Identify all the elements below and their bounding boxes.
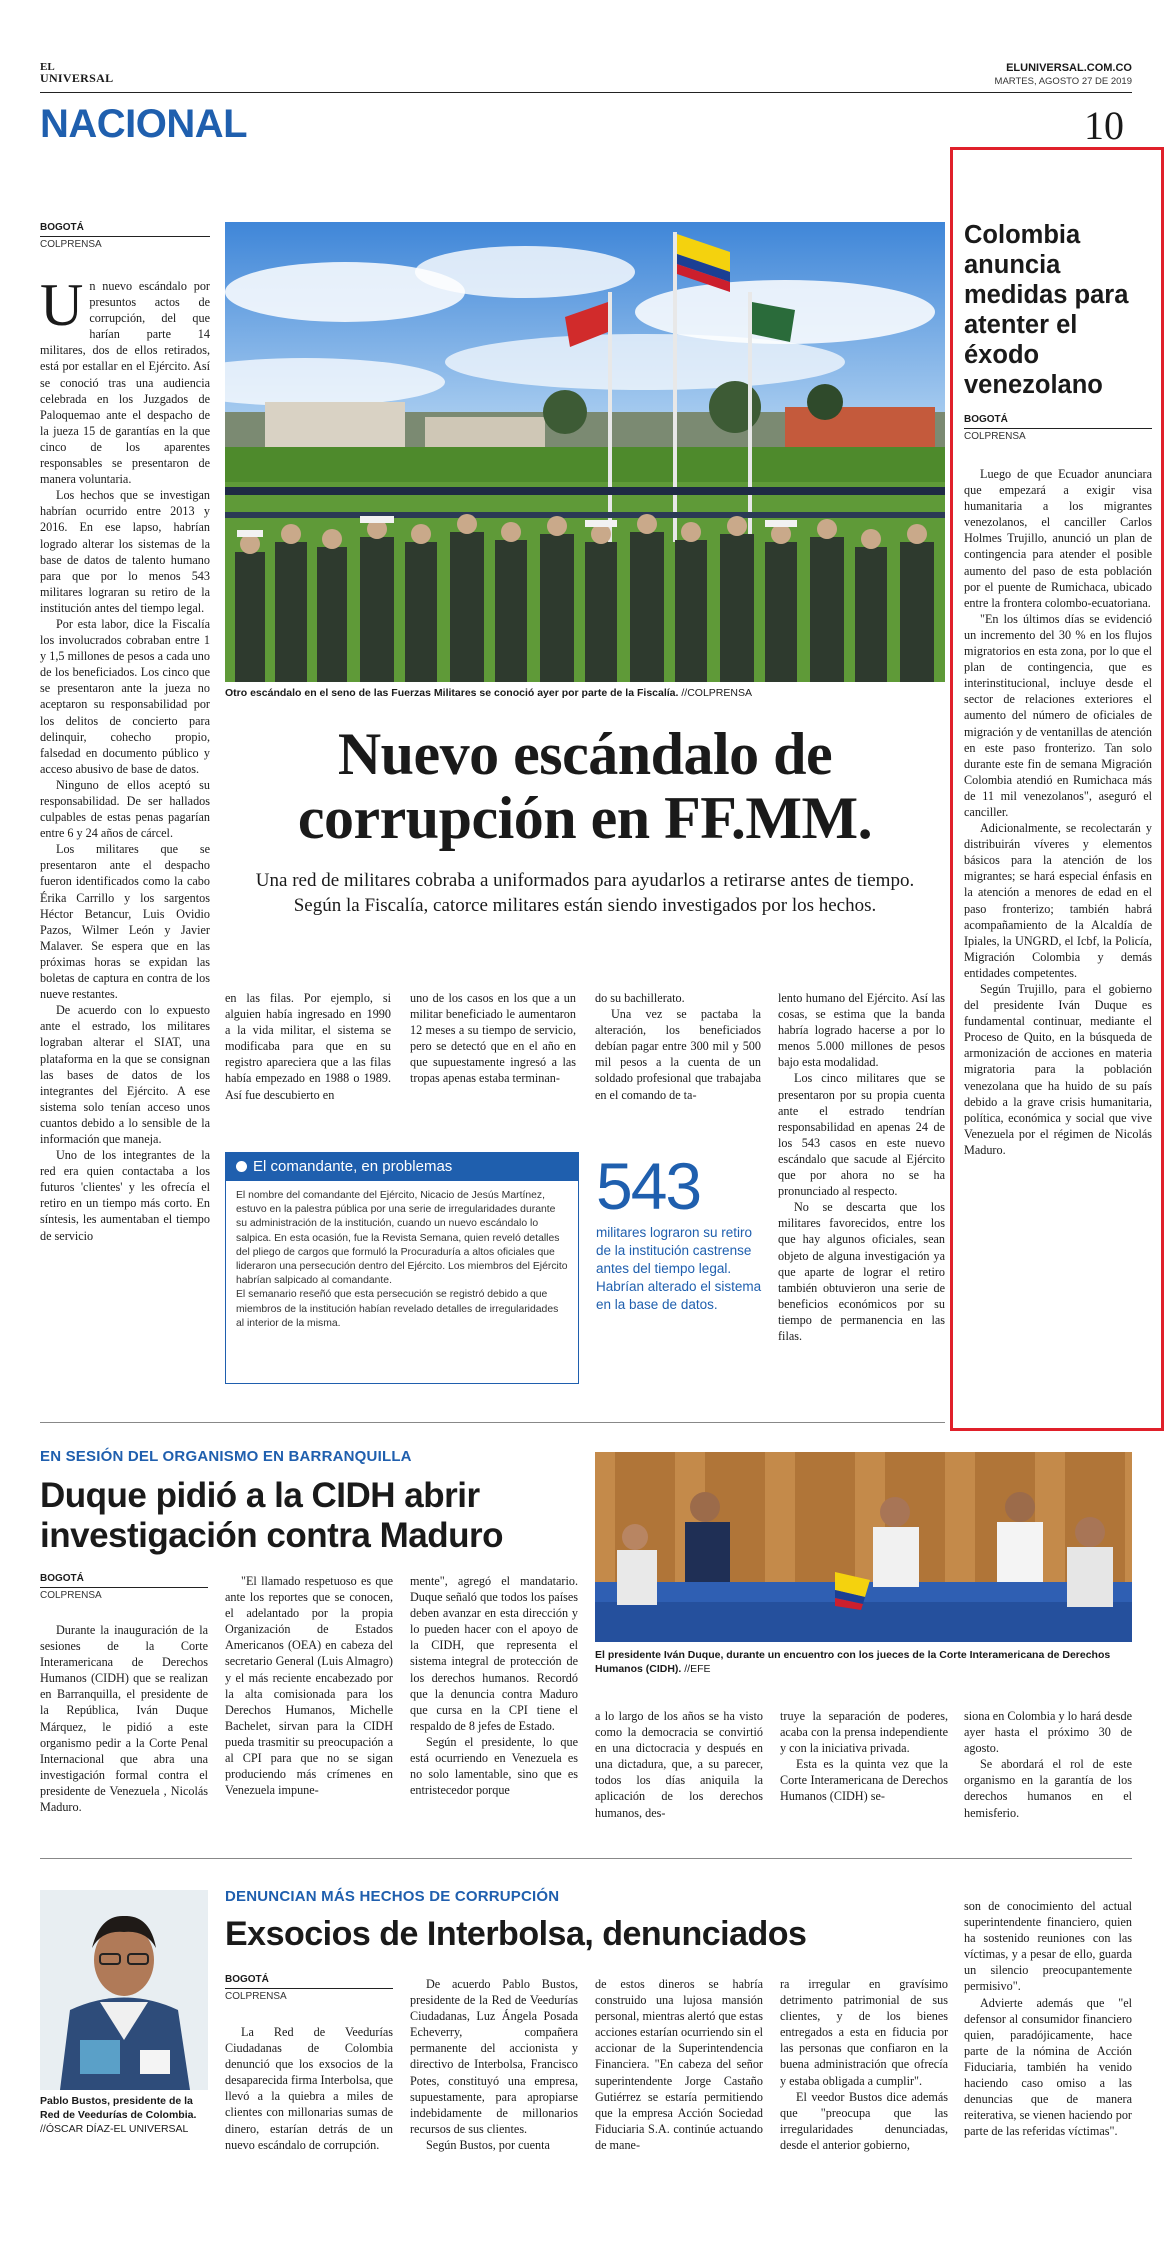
side-headline: Colombia anuncia medidas para atenter el éxodo venezolano <box>964 221 1129 399</box>
main-subheadline: Una red de militares cobraba a uniformados para ayudarlos a retirarse antes de tiempo. Según la Fiscalía, catorce militares están siendo investigados por los hechos. <box>255 870 915 916</box>
cidh-col1 <box>40 1622 208 1838</box>
side-article-body <box>964 466 1152 1416</box>
page-number: 10 <box>1084 103 1124 148</box>
side-byline <box>964 414 1152 443</box>
cidh-photo-caption <box>595 1648 1132 1676</box>
dropcap: U <box>40 278 84 338</box>
interbolsa-col2 <box>410 1976 578 2199</box>
main-article-col4 <box>595 990 761 1150</box>
box-paragraph: El nombre del comandante del Ejército, Nicacio de Jesús Martínez, estuvo en la palestra pública por una serie de irregularidades durante su administración de la institución, cuando un nuevo escándalo lo salpica. En esta ocasión, fue la Revista Semana, quien reveló detalles del pliego de cargos que formuló la Procuraduría a altos oficiales que lideraron una persecución dentro del Ejército. Los miembros del Ejército habrían salpicado al comandante. <box>236 1190 568 1287</box>
interbolsa-byline <box>225 1974 393 2003</box>
paragraph: La Red de Veedurías Ciudadanas de Colombia denunció que los exsocios de la desaparecida firma Interbolsa, que llevó a la quiebra a miles de clientes con millonarias sumas de dinero, estarían detrás de un nuevo escándalo de corrupción. <box>225 2025 393 2152</box>
lead-paragraph: Un nuevo escándalo por presuntos actos de corrupción, del que harían parte 14 militares, dos de ellos retirados, está por estallar en el Ejército. Así se conoció tras una audiencia celebrada en los Juzgados de Paloquemao ante el despacho de la jueza 15 de garantías en la que cinco de los aparentes responsables se presentaron de manera voluntaria. <box>40 278 210 487</box>
stat-text: militares lograron su retiro de la institución castrense antes del tiempo legal. Habrían alterado el sistema en la base de datos. <box>596 1225 762 1312</box>
headline-line-1: Duque pidió a la CIDH abrir <box>40 1476 480 1515</box>
paragraph: son de conocimiento del actual superintendente financiero, quien ha sostenido reuniones con las víctimas, y a pesar de ello, guarda un silencio preocupantemente permisivo". <box>964 1899 1132 1994</box>
paragraph: Una vez se pactaba la alteración, los beneficiados debían pagar entre 300 mil y 500 mil pesos a la cuenta de un soldado profesional que trabajaba en el comando de ta- <box>595 1007 761 1102</box>
main-headline <box>225 722 945 850</box>
paragraph: Por esta labor, dice la Fiscalía los involucrados cobraban entre 1 y 1,5 millones de pesos a cada uno de los beneficiados. Los cinco que se presentaron ante la jueza no aceptaron su responsabilidad por los delitos de concierto para delinquir, cohecho propio, falsedad en documento público y acceso abusivo de base de datos. <box>40 616 210 776</box>
caption-text: El presidente Iván Duque, durante un encuentro con los jueces de la Corte Interamericana de Derechos Humanos (CIDH). <box>595 1649 1111 1675</box>
main-article-col2 <box>225 990 391 1150</box>
interbolsa-col4 <box>780 1976 948 2199</box>
logo-top: EL <box>40 61 55 73</box>
stat-block <box>596 1149 766 1314</box>
site-url: ELUNIVERSAL.COM.CO <box>1006 62 1132 74</box>
paragraph: Durante la inauguración de la sesiones de la Corte Interamericana de Derechos Humanos (CIDH) que se realizan en Barranquilla, el presidente de la República, Iván Duque Márquez, le pidió a este organismo pedir a la Corte Penal Internacional que abra una investigación formal contra el presidente de Venezuela , Nicolás Maduro. <box>40 1623 208 1815</box>
paragraph: siona en Colombia y lo hará desde ayer hasta el próximo 30 de agosto. <box>964 1709 1132 1756</box>
paragraph: "En los últimos días se evidenció un incremento del 30 % en los flujos migratorios en esta zona, por lo que el plan de contingencia, que es interinstitucional, incluye desde el sector de relaciones exteriores el aumento del número de oficiales de migración y de ventanillas de atención en este paso fronterizo. Tan solo durante este fin de semana Migración Colombia atendió en Rumichaca más de 11 mil venezolanos", aseguró el canciller. <box>964 611 1152 819</box>
caption-text: Otro escándalo en el seno de las Fuerzas Militares se conoció ayer por parte de la Fiscalía. <box>225 687 679 699</box>
cidh-col2 <box>225 1573 393 1838</box>
cidh-photo-meeting <box>595 1452 1132 1642</box>
paragraph: Según el presidente, lo que está ocurriendo en Venezuela es no solo lamentable, sino que es entristecedor porque <box>410 1734 578 1798</box>
paragraph: Se abordará el rol de este organismo en la garantía de los derechos humanos en el hemisferio. <box>964 1757 1132 1820</box>
paragraph: do su bachillerato. <box>595 991 685 1005</box>
interbolsa-kicker: DENUNCIAN MÁS HECHOS DE CORRUPCIÓN <box>225 1888 560 1905</box>
byline-agency: COLPRENSA <box>225 1991 287 2002</box>
military-ceremony-illustration <box>225 222 945 682</box>
caption-credit: //EFE <box>681 1663 711 1675</box>
section-divider <box>40 1858 1132 1859</box>
paragraph: uno de los casos en los que a un militar beneficiado le aumentaron 12 meses a su tiempo de servicio, pero se detectó que en el año en que supuestamente ingresó a las tropas apenas estaba terminan- <box>410 991 576 1086</box>
commander-box <box>225 1152 579 1384</box>
paragraph: Advierte además que "el defensor al consumidor financiero quien, paradójicamente, hace parte de la nómina de Acción Fiduciaria, también ha venido haciendo caso omiso a las denuncias que de manera reiterativa, se vienen haciendo por parte de las referidas víctimas". <box>964 1995 1132 2139</box>
cidh-col5 <box>780 1708 948 1838</box>
stat-number: 543 <box>596 1149 701 1223</box>
paragraph: en las filas. Por ejemplo, si alguien había ingresado en 1990 a la vida militar, el sistema se modificaba para que en su registro apareciera que a las filas había empezado en 1988 o 1989. Así fue descubierto en <box>225 991 391 1102</box>
portrait-illustration <box>40 1890 208 2090</box>
paragraph: truye la separación de poderes, acaba con la prensa independiente y con la iniciativa privada. <box>780 1709 948 1756</box>
bustos-portrait-photo <box>40 1890 208 2090</box>
byline-city: BOGOTÁ <box>40 222 210 237</box>
byline-city: BOGOTÁ <box>964 414 1152 429</box>
caption-credit: //ÓSCAR DÍAZ-EL UNIVERSAL <box>40 2123 189 2135</box>
paragraph: Los cinco militares que se presentaron por su propia cuenta ante el estrado tendrían responsabilidad en apenas 24 de los 543 casos en este nuevo escándalo que sacude al Ejército que por ahora no se ha pronunciado al respecto. <box>778 1071 945 1199</box>
paragraph: Según Bustos, por cuenta <box>426 2137 550 2152</box>
bustos-photo-caption <box>40 2094 210 2136</box>
byline-city: BOGOTÁ <box>225 1974 393 1989</box>
cidh-byline <box>40 1573 208 1602</box>
cidh-kicker: EN SESIÓN DEL ORGANISMO EN BARRANQUILLA <box>40 1448 412 1465</box>
interbolsa-col1 <box>225 2024 393 2199</box>
main-photo-military-ceremony <box>225 222 945 682</box>
paragraph: De acuerdo Pablo Bustos, presidente de la Red de Veedurías Ciudadanas, Luz Ángela Posada Echeverry, compañera permanente del accionista y directivo de Interbolsa, Francisco Potes, constituyó una empresa, supuestamente, para apropiarse indebidamente de millonarios recursos de sus clientes. <box>410 1977 578 2136</box>
newspaper-logo <box>40 62 113 84</box>
paragraph: El veedor Bustos dice además que "preocupa que las irregularidades denunciadas, desde el anterior gobierno, <box>780 2089 948 2152</box>
main-photo-caption <box>225 686 945 700</box>
byline-city: BOGOTÁ <box>40 1573 208 1588</box>
paragraph: Según Trujillo, para el gobierno del presidente Iván Duque es fundamental continuar, mediante el Proceso de Quito, en la búsqueda de armonización de acciones en materia migratoria para la población venezolana que ha huido de su país debido a la grave crisis humanitaria, política, económica y social que vive Venezuela por el régimen de Nicolás Maduro. <box>964 982 1152 1157</box>
paragraph: lento humano del Ejército. Así las cosas, se estima que la banda habría logrado hacerse a por lo menos 5.000 millones de pesos bajo esta modalidad. <box>778 991 945 1070</box>
interbolsa-headline: Exsocios de Interbolsa, denunciados <box>225 1915 807 1953</box>
paragraph: Adicionalmente, se recolectarán y distribuirán víveres y elementos básicos para la atención de los migrantes; se hará especial énfasis en la atención a menores de edad en el paso fronterizo; también habrá acompañamiento de la Alcaldía de Ipiales, la UNGRD, el Icbf, la Policía, Migración Colombia y demás entidades competentes. <box>964 821 1152 980</box>
box-body <box>226 1181 578 1339</box>
section-title: NACIONAL <box>40 102 248 146</box>
paragraph: a lo largo de los años se ha visto como la democracia se convirtió en una dictocracia y después en una dictadura, que, a su parecer, todos los días aniquila la aplicación de los derechos humanos, des- <box>595 1709 763 1820</box>
byline-agency: COLPRENSA <box>964 431 1026 442</box>
paragraph: "El llamado respetuoso es que ante los reportes que se conocen, el adelantado por la propia Organización de Estados Americanos (OEA) en cabeza del secretario General (Luis Almagro) y el más reciente encabezado por la alta comisionada para los Derechos Humanos, Michelle Bachelet, sirvan para la CIDH pueda trasmitir su preocupación a al CPI para que no se sigan produciendo más crímenes en Venezuela impune- <box>225 1574 393 1798</box>
paragraph: mente", agregó el mandatario. Duque señaló que todos los países deben avanzar en esta dirección y lo pueden hacer con el apoyo de la CIDH, que representa el sistema integral de protección de los derechos humanos. Recordó que la denuncia contra Maduro que cursa en la CPI tiene el respaldo de 8 jefes de Estado. <box>410 1574 578 1733</box>
paragraph: De acuerdo con lo expuesto ante el estrado, los militares lograban alterar el SIAT, una plataforma en la que se consignan las bases de datos de los integrantes del Ejército. A ese sistema solo tenían acceso unos cuantos debido a lo sensible de la información que maneja. <box>40 1003 210 1146</box>
masthead-rule <box>40 92 1132 93</box>
paragraph: Uno de los integrantes de la red era quien contactaba a los futuros 'clientes' y les ofrecía el retiro en un tiempo más corto. En síntesis, les aumentaban el tiempo de servicio <box>40 1148 210 1243</box>
interbolsa-col3 <box>595 1976 763 2199</box>
section-divider <box>40 1422 945 1423</box>
paragraph: de estos dineros se habría construido una lujosa mansión personal, mientras alertó que estas acciones estarían ocurriendo sin el accionar de la Superintendencia Financiera. "En cabeza del señor superintendente Jorge Castaño Gutiérrez se estaría permitiendo que la empresa Acción Sociedad Fiduciaria S.A. continúe actuando de mane- <box>595 1977 763 2152</box>
main-article-col5 <box>778 990 945 1390</box>
cidh-col6 <box>964 1708 1132 1838</box>
cidh-col4 <box>595 1708 763 1838</box>
byline-agency: COLPRENSA <box>40 239 102 250</box>
byline-agency: COLPRENSA <box>40 1590 102 1601</box>
paragraph: Los hechos que se investigan habrían ocurrido entre 2013 y 2016. En ese lapso, habrían logrado alterar los sistemas de la base de datos de talento humano para que por lo menos 543 militares lograran su retiro de la institución antes del tiempo legal. <box>40 488 210 615</box>
logo-bottom: UNIVERSAL <box>40 71 114 85</box>
headline-line-2: investigación contra Maduro <box>40 1516 503 1555</box>
paragraph: Luego de que Ecuador anunciara que empezará a exigir visa humanitaria a los migrantes venezolanos, el canciller Carlos Holmes Trujillo, anunció un plan de contingencia para atender el posible aumento del paso de esta población por el puente de Rumichaca, ubicado entre la frontera colombo-ecuatoriana. <box>964 467 1152 610</box>
paragraph: Los militares que se presentaron ante el despacho fueron identificados como la cabo Érika Carrillo y los sargentos Héctor Betancur, Luis Ovidio Pazos, Wilmer León y Javier Malaver. Se espera que en las próximas horas se expidan las boletas de captura en contra de los nueve restantes. <box>40 842 210 1002</box>
cidh-headline <box>40 1476 600 1556</box>
headline-line-2: corrupción en FF.MM. <box>297 785 873 851</box>
paragraph: Ninguno de ellos aceptó su responsabilidad. De ser hallados culpables de estas penas pagarían entre 6 y 24 años de cárcel. <box>40 777 210 841</box>
cidh-col3 <box>410 1573 578 1838</box>
bullet-icon <box>236 1161 247 1172</box>
main-article-col3 <box>410 990 576 1150</box>
interbolsa-col5 <box>964 1898 1132 2199</box>
headline-line-1: Nuevo escándalo de <box>337 721 833 787</box>
paragraph: Esta es la quinta vez que la Corte Interamericana de Derechos Humanos (CIDH) se- <box>780 1757 948 1804</box>
issue-date: MARTES, AGOSTO 27 DE 2019 <box>994 76 1132 87</box>
caption-credit: //COLPRENSA <box>678 687 752 699</box>
main-byline <box>40 222 210 251</box>
meeting-illustration <box>595 1452 1132 1642</box>
caption-text: Pablo Bustos, presidente de la Red de Veedurías de Colombia. <box>40 2095 197 2121</box>
box-paragraph: El semanario reseñó que esta persecución se registró debido a que miembros de la institución habían revelado detalles de irregularidades al interior de la misma. <box>236 1289 559 1329</box>
main-article-col1 <box>40 278 210 1408</box>
box-header <box>226 1153 578 1181</box>
paragraph: No se descarta que los militares favorecidos, entre los que hay algunos oficiales, sean objeto de alguna investigación ya que aparte de lograr el retiro también obtuvieron una serie de beneficios económicos por su tiempo de permanencia en las filas. <box>778 1200 945 1343</box>
paragraph: ra irregular en gravísimo detrimento patrimonial de sus clientes, y de los bienes entregados a esta en fiducia por las personas que confiaron en la buena administración que ofrecía y estaba obligada a cumplir". <box>780 1977 948 2088</box>
box-title: El comandante, en problemas <box>253 1158 453 1175</box>
